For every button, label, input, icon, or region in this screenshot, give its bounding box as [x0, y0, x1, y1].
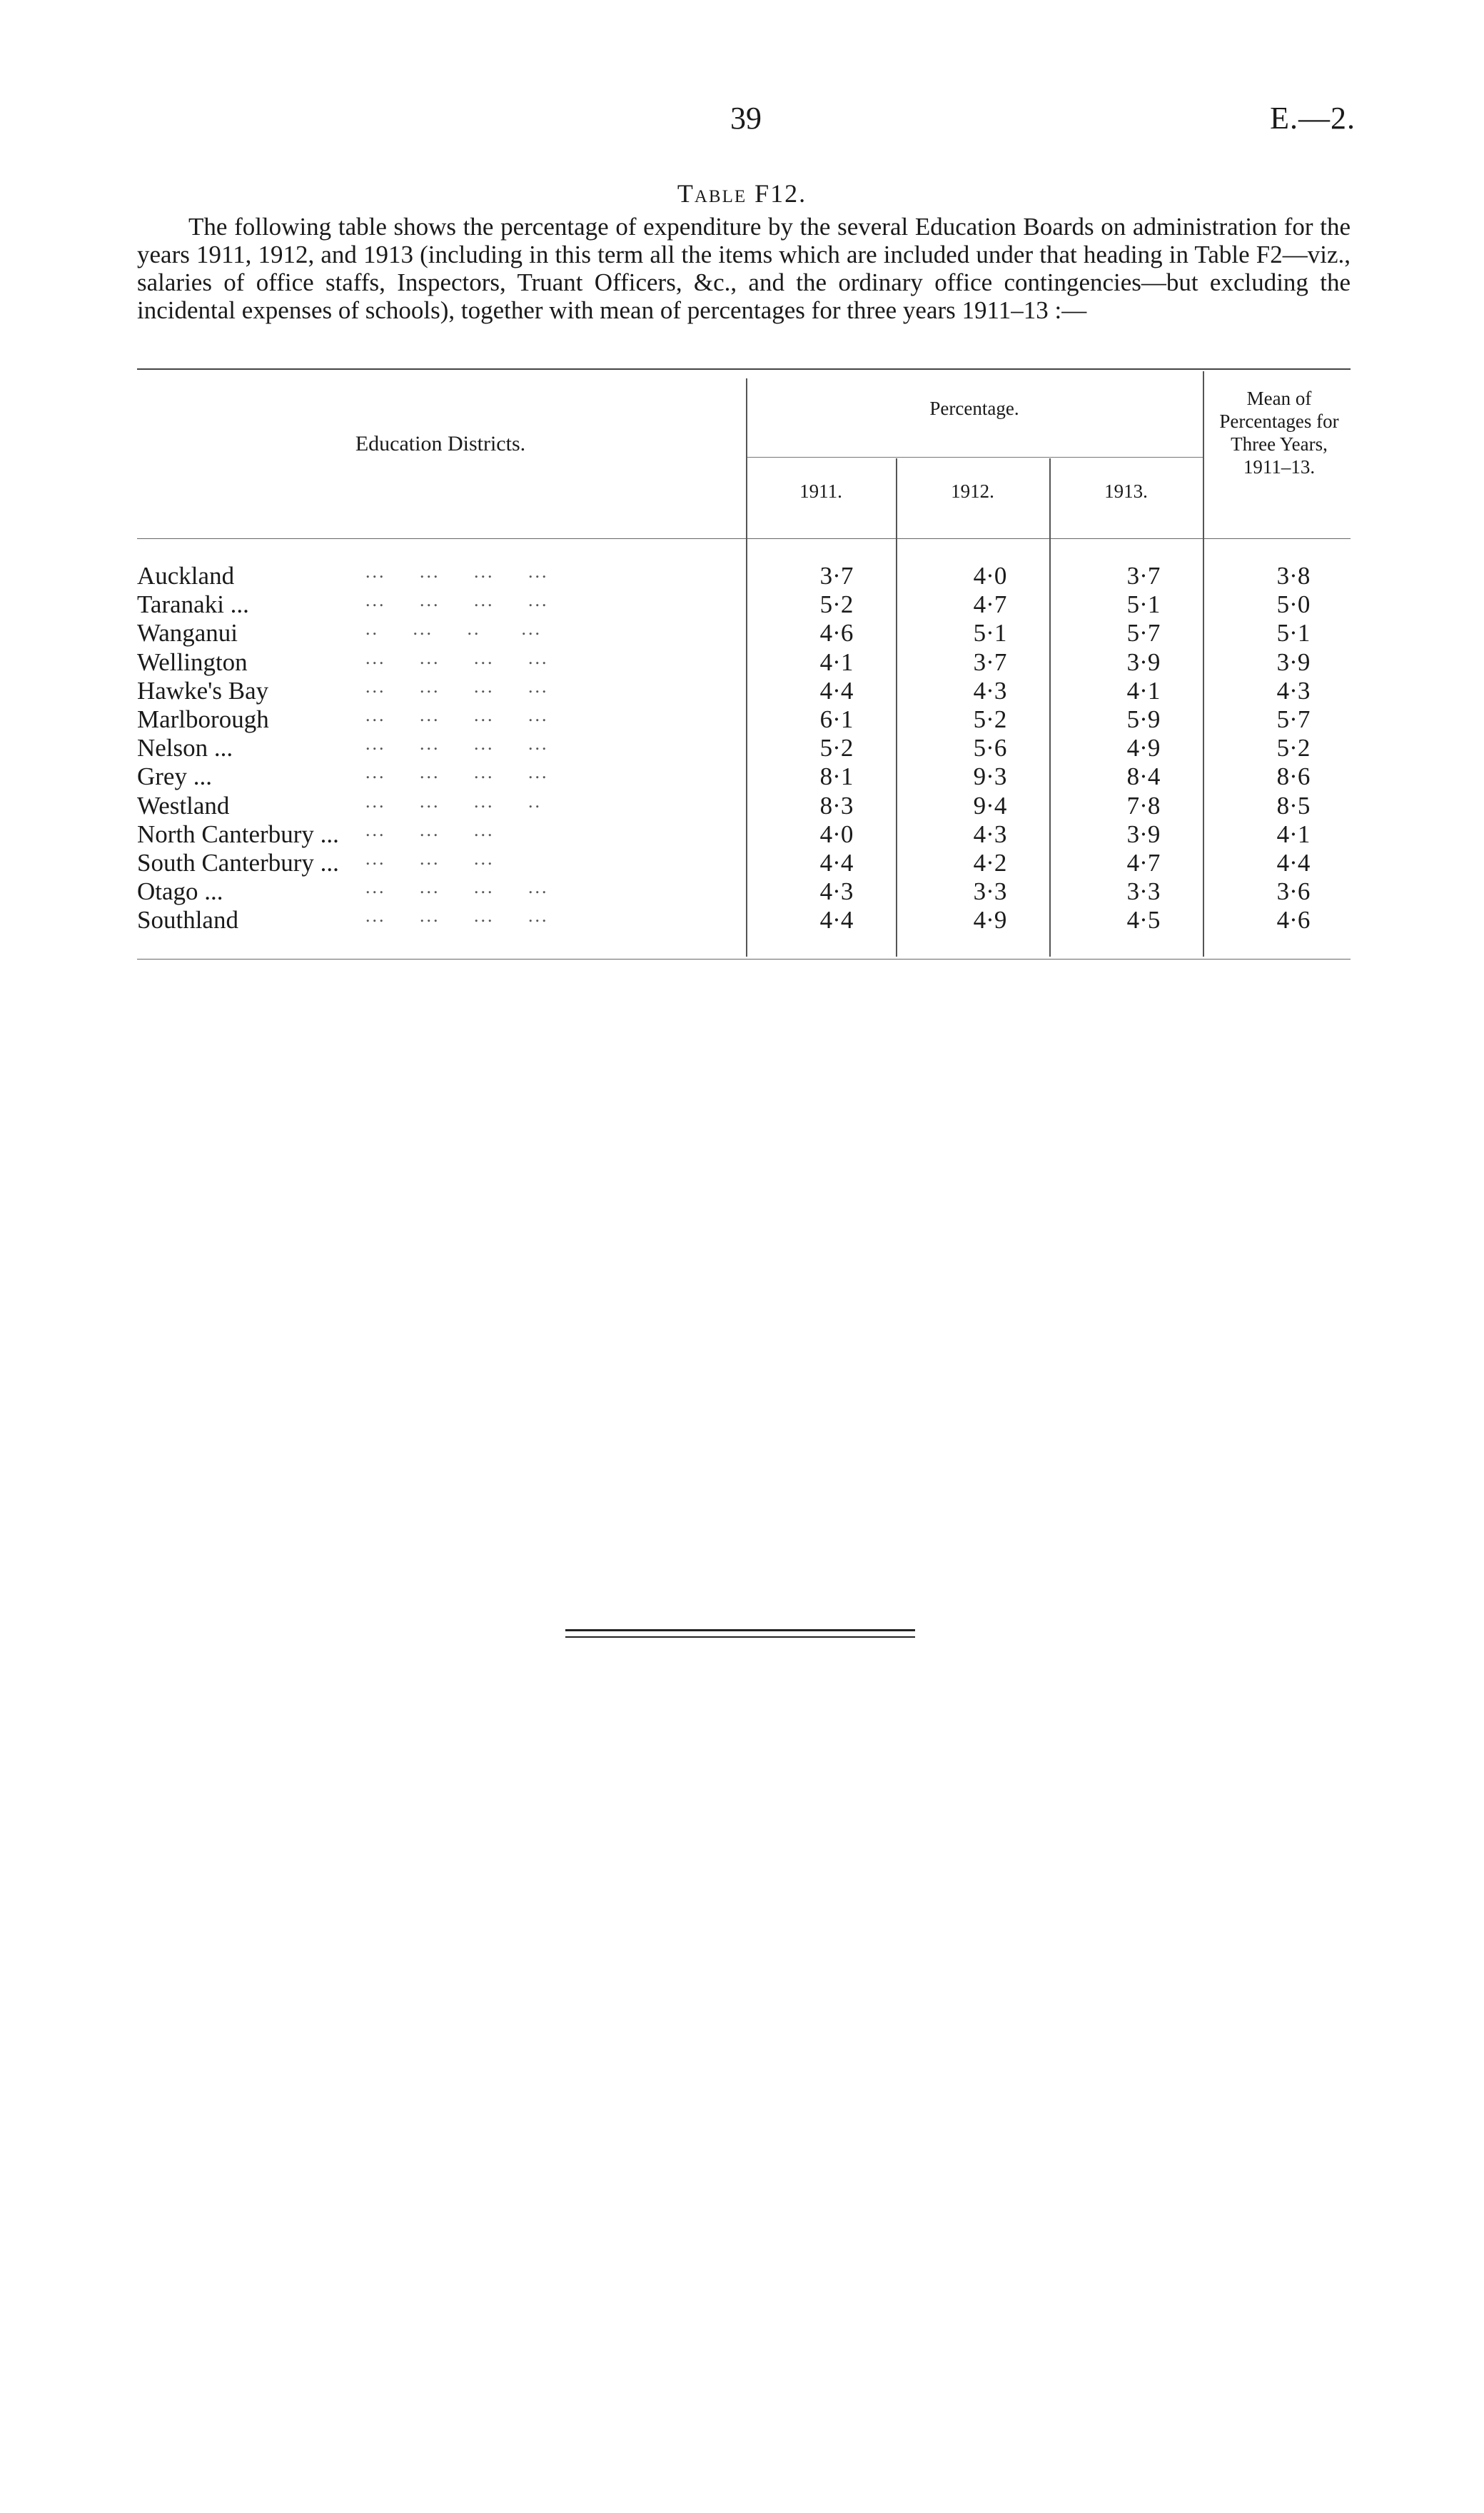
- value-1911: 4·4: [819, 849, 854, 877]
- value-1911: 4·0: [819, 820, 854, 848]
- table-row: [137, 705, 1351, 734]
- closing-rule: [565, 1636, 915, 1638]
- value-1913: 3·3: [1126, 877, 1161, 906]
- value-1912: 3·7: [973, 648, 1007, 676]
- document-reference: E.—2.: [1270, 101, 1356, 136]
- value-1912: 3·3: [973, 877, 1007, 906]
- dot-leaders: ... ... ... ...: [365, 905, 549, 927]
- value-1913: 4·7: [1126, 849, 1161, 877]
- value-1913: 3·9: [1126, 648, 1161, 676]
- dot-leaders: ... ... ... ...: [365, 675, 549, 697]
- value-1911: 4·1: [819, 648, 854, 676]
- value-1912: 9·3: [973, 762, 1007, 791]
- value-1911: 4·4: [819, 676, 854, 705]
- dot-leaders: ... ... ... ...: [365, 733, 549, 755]
- dot-leaders: .. ... .. ...: [365, 618, 542, 640]
- value-1912: 4·9: [973, 906, 1007, 935]
- district-name: Wanganui: [137, 619, 238, 648]
- value-1913: 8·4: [1126, 762, 1161, 791]
- mean-value: 8·5: [1276, 791, 1311, 820]
- mean-value: 5·7: [1276, 705, 1311, 733]
- value-1911: 5·2: [819, 590, 854, 619]
- value-1911: 4·4: [819, 906, 854, 935]
- district-name: Marlborough: [137, 705, 269, 733]
- dot-leaders: ... ... ...: [365, 848, 495, 869]
- value-1913: 3·9: [1126, 820, 1161, 848]
- value-1912: 4·3: [973, 820, 1007, 848]
- value-1913: 5·9: [1126, 705, 1161, 733]
- value-1913: 4·1: [1126, 676, 1161, 705]
- value-1913: 4·5: [1126, 906, 1161, 935]
- percentage-header: Percentage.: [929, 398, 1019, 419]
- mean-value: 5·0: [1276, 590, 1311, 619]
- mean-value: 3·6: [1276, 877, 1311, 906]
- district-name: Southland: [137, 906, 238, 935]
- table-row: [137, 590, 1351, 619]
- dot-leaders: ... ... ... ...: [365, 705, 549, 725]
- district-name: Hawke's Bay: [137, 676, 269, 705]
- district-name: Taranaki ...: [137, 590, 249, 619]
- dot-leaders: ... ... ...: [365, 819, 495, 840]
- value-1911: 4·6: [819, 619, 854, 648]
- mean-header: Mean of Percentages for Three Years, 1911–13.: [1219, 388, 1339, 478]
- mean-value: 5·2: [1276, 734, 1311, 762]
- dot-leaders: ... ... ... ...: [365, 647, 549, 668]
- value-1912: 4·3: [973, 676, 1007, 705]
- value-1912: 5·6: [973, 734, 1007, 762]
- mean-value: 3·8: [1276, 562, 1311, 590]
- mean-value: 4·3: [1276, 676, 1311, 705]
- value-1911: 3·7: [819, 562, 854, 590]
- mean-value: 3·9: [1276, 648, 1311, 676]
- district-name: Nelson ...: [137, 734, 233, 762]
- value-1912: 5·2: [973, 705, 1007, 733]
- mean-value: 4·1: [1276, 820, 1311, 848]
- value-1912: 4·0: [973, 562, 1007, 590]
- dot-leaders: ... ... ... ...: [365, 561, 549, 582]
- table-row: [137, 849, 1351, 877]
- mean-value: 4·6: [1276, 906, 1311, 935]
- page-number: 39: [730, 101, 762, 136]
- table-title: Table F12.: [677, 179, 807, 208]
- value-1913: 5·1: [1126, 590, 1161, 619]
- closing-rule: [565, 1629, 915, 1631]
- district-name: Grey ...: [137, 762, 212, 791]
- district-name: Otago ...: [137, 877, 223, 906]
- table-top-rule: [137, 368, 1351, 370]
- value-1911: 4·3: [819, 877, 854, 906]
- value-1911: 8·3: [819, 791, 854, 820]
- dot-leaders: ... ... ... ...: [365, 762, 549, 783]
- mean-value: 4·4: [1276, 849, 1311, 877]
- mean-value: 5·1: [1276, 619, 1311, 648]
- district-name: Auckland: [137, 562, 235, 590]
- value-1911: 8·1: [819, 762, 854, 791]
- dot-leaders: ... ... ... ...: [365, 877, 549, 898]
- percentage-subheader-rule: [746, 457, 1203, 458]
- value-1913: 3·7: [1126, 562, 1161, 590]
- district-name: South Canterbury ...: [137, 849, 339, 877]
- value-1911: 5·2: [819, 734, 854, 762]
- value-1911: 6·1: [819, 705, 854, 733]
- table-row: [137, 792, 1351, 820]
- dot-leaders: ... ... ... ...: [365, 590, 549, 611]
- table-row: [137, 562, 1351, 590]
- value-1912: 5·1: [973, 619, 1007, 648]
- table-row: [137, 762, 1351, 791]
- value-1913: 7·8: [1126, 791, 1161, 820]
- value-1913: 5·7: [1126, 619, 1161, 648]
- table-bottom-rule: [137, 959, 1351, 960]
- value-1912: 9·4: [973, 791, 1007, 820]
- table-row: [137, 820, 1351, 849]
- year-header-1913: 1913.: [1104, 480, 1148, 502]
- table-row: [137, 877, 1351, 906]
- table-row: [137, 906, 1351, 935]
- table-row: [137, 677, 1351, 705]
- year-header-1911: 1911.: [799, 480, 842, 502]
- intro-paragraph: The following table shows the percentage of expenditure by the several Education Boards on administration for the years 1911, 1912, and 1913 (including in this term all the items which are included under that heading in Table F2—viz., salaries of office staffs, Inspectors, Truant Officers, &c., and the ordinary office contingencies—but excluding the incidental expenses of schools), together with mean of percentages for three years 1911–13 :—: [137, 213, 1351, 324]
- education-districts-header: Education Districts.: [355, 432, 526, 455]
- year-header-1912: 1912.: [951, 480, 994, 502]
- district-name: Westland: [137, 791, 230, 820]
- value-1912: 4·7: [973, 590, 1007, 619]
- district-name: North Canterbury ...: [137, 820, 339, 848]
- value-1912: 4·2: [973, 849, 1007, 877]
- table-row: [137, 648, 1351, 677]
- dot-leaders: ... ... ... ..: [365, 790, 542, 812]
- table-row: [137, 734, 1351, 762]
- table-row: [137, 619, 1351, 648]
- district-name: Wellington: [137, 648, 248, 676]
- header-bottom-rule: [137, 538, 1351, 539]
- value-1913: 4·9: [1126, 734, 1161, 762]
- mean-value: 8·6: [1276, 762, 1311, 791]
